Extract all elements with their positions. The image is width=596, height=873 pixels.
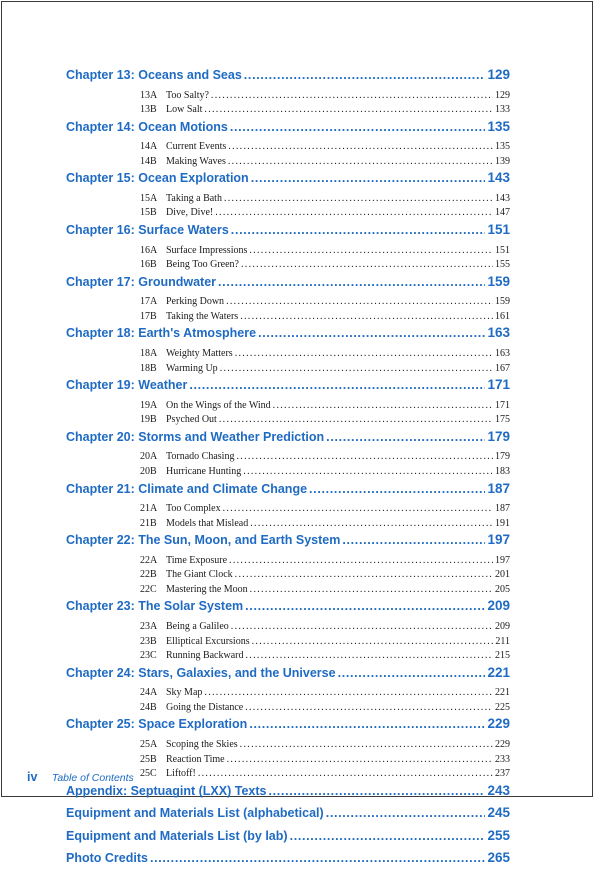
toc-chapter-title: Photo Credits [66,851,148,866]
dot-leader [258,326,485,340]
dot-leader [252,636,494,647]
dot-leader [241,259,493,270]
toc-section-title: Weighty Matters [166,347,233,359]
dot-leader [231,621,493,632]
toc-chapter-entry[interactable] [0,274,596,297]
dot-leader [245,702,493,713]
toc-chapter-page: 187 [487,480,510,496]
toc-chapter-page: 229 [487,716,510,732]
toc-section-code: 17A [140,296,158,308]
toc-chapter-page: 245 [487,805,510,821]
toc-section-entry[interactable] [0,518,596,533]
toc-section-page: 163 [495,347,510,359]
toc-section-code: 16A [140,244,158,256]
toc-section-title: Perking Down [166,296,225,308]
toc-section-page: 209 [495,620,510,632]
toc-section-code: 13A [140,89,158,101]
toc-section-code: 21A [140,503,158,514]
toc-section-page: 225 [495,701,510,713]
toc-section-code: 21B [140,517,157,529]
dot-leader [211,90,493,101]
toc-section-title: Making Waves [166,155,226,167]
toc-section-page: 179 [495,451,510,463]
toc-chapter-entry[interactable] [0,325,596,348]
toc-section-code: 18A [140,347,158,359]
toc-section-code: 15B [140,207,157,219]
dot-leader [243,466,493,477]
dot-leader [228,141,493,152]
dot-leader [229,555,493,566]
toc-section-entry[interactable] [0,156,596,171]
dot-leader [231,223,486,237]
toc-section-entry[interactable] [0,650,596,665]
dot-leader [240,311,493,322]
toc-section-entry[interactable] [0,754,596,769]
toc-chapter-entry[interactable] [0,665,596,688]
dot-leader [224,193,493,204]
toc-section-title: Tornado Chasing [166,451,235,463]
dot-leader [226,296,493,307]
toc-chapter-title: Chapter 18: Earth's Atmosphere [66,326,257,341]
toc-chapter-entry[interactable] [0,805,596,828]
dot-leader [342,533,485,547]
toc-chapter-entry[interactable] [0,119,596,142]
toc-section-page: 237 [495,768,510,780]
toc-chapter-entry[interactable] [0,67,596,90]
toc-section-page: 221 [495,687,510,699]
toc-chapter-page: 243 [487,782,510,798]
dot-leader [290,829,486,843]
toc-chapter-title: Equipment and Materials List (alphabetical) [66,806,324,821]
toc-section-title: Reaction Time [166,753,225,765]
toc-section-title: Being a Galileo [166,620,229,632]
toc-section-code: 20A [140,451,158,463]
toc-section-title: Too Complex [166,503,221,514]
toc-section-code: 18B [140,362,157,374]
toc-chapter-page: 143 [487,170,510,186]
toc-section-entry[interactable] [0,569,596,584]
toc-chapter-title: Appendix: Septuagint (LXX) Texts [66,783,267,798]
toc-section-title: Taking a Bath [166,192,222,204]
toc-section-entry[interactable] [0,348,596,363]
toc-section-code: 24B [140,701,157,713]
toc-section-page: 197 [495,554,510,566]
toc-section-page: 155 [495,259,510,271]
toc-section-page: 139 [495,155,510,167]
toc-chapter-title: Chapter 23: The Solar System [66,599,244,614]
dot-leader [223,503,493,514]
dot-leader [338,666,486,680]
toc-section-title: Surface Impressions [166,244,248,256]
toc-chapter-entry[interactable] [0,222,596,245]
toc-section-page: 183 [495,465,510,477]
toc-chapter-page: 265 [487,850,510,866]
toc-chapter-page: 209 [487,598,510,614]
toc-section-code: 14B [140,155,157,167]
toc-section-code: 22A [140,554,158,566]
dot-leader [273,400,493,411]
toc-chapter-title: Chapter 15: Ocean Exploration [66,171,249,186]
toc-section-title: Too Salty? [166,89,209,101]
toc-chapter-title: Chapter 25: Space Exploration [66,717,248,732]
dot-leader [220,363,493,374]
toc-section-code: 19A [140,399,158,411]
dot-leader [246,650,494,661]
toc-section-title: The Giant Clock [166,569,233,581]
toc-section-entry[interactable] [0,702,596,717]
toc-section-page: 229 [495,738,510,750]
toc-section-code: 25A [140,738,158,750]
toc-chapter-title: Equipment and Materials List (by lab) [66,828,288,843]
toc-section-code: 17B [140,310,157,322]
toc-section-code: 20B [140,465,157,477]
toc-section-code: 15A [140,192,158,204]
dot-leader [326,806,486,820]
dot-leader [228,156,493,167]
footer-title: Table of Contents [51,772,134,784]
dot-leader [215,207,493,218]
dot-leader [227,754,493,765]
table-of-contents [0,67,596,873]
toc-section-entry[interactable] [0,104,596,119]
toc-section-entry[interactable] [0,296,596,311]
dot-leader [189,378,485,392]
toc-section-entry[interactable] [0,687,596,702]
toc-chapter-title: Chapter 21: Climate and Climate Change [66,481,308,496]
toc-chapter-page: 159 [487,273,510,289]
toc-section-entry[interactable] [0,207,596,222]
toc-section-code: 22C [140,583,157,595]
toc-section-entry[interactable] [0,141,596,156]
dot-leader [204,104,493,115]
toc-section-code: 25C [140,768,157,780]
toc-section-title: Taking the Waters [166,310,239,322]
toc-chapter-page: 197 [487,532,510,548]
toc-section-page: 171 [495,399,510,411]
toc-chapter-page: 135 [487,118,510,134]
toc-section-page: 205 [495,583,510,595]
toc-section-title: Running Backward [166,650,244,662]
toc-section-page: 133 [495,104,510,116]
toc-chapter-entry[interactable] [0,828,596,851]
toc-chapter-page: 255 [487,827,510,843]
toc-section-code: 22B [140,569,157,581]
toc-section-entry[interactable] [0,503,596,518]
toc-section-code: 14A [140,141,158,153]
toc-section-entry[interactable] [0,311,596,326]
toc-chapter-entry[interactable] [0,783,596,806]
toc-chapter-title: Chapter 13: Oceans and Seas [66,68,242,82]
dot-leader [235,569,493,580]
toc-section-title: Time Exposure [166,554,228,566]
dot-leader [326,430,485,444]
dot-leader [240,739,493,750]
dot-leader [251,171,486,185]
toc-chapter-entry[interactable] [0,850,596,873]
toc-section-title: Sky Map [166,687,203,699]
dot-leader [245,599,485,613]
dot-leader [249,245,493,256]
toc-section-title: Current Events [166,141,227,153]
toc-section-title: Models that Mislead [166,517,249,529]
toc-section-entry[interactable] [0,245,596,260]
toc-chapter-entry[interactable] [0,377,596,400]
toc-section-title: Elliptical Excursions [166,635,250,647]
toc-section-entry[interactable] [0,414,596,429]
toc-section-page: 233 [495,753,510,765]
toc-chapter-title: Chapter 14: Ocean Motions [66,119,228,134]
toc-section-page: 201 [495,569,510,581]
toc-chapter-entry[interactable] [0,532,596,555]
toc-chapter-title: Chapter 19: Weather [66,378,188,393]
toc-section-page: 191 [495,517,510,529]
toc-section-entry[interactable] [0,466,596,481]
toc-chapter-page: 171 [487,377,510,393]
toc-section-entry[interactable] [0,621,596,636]
dot-leader [219,414,493,425]
toc-section-title: Being Too Green? [166,259,239,271]
toc-section-code: 16B [140,259,157,271]
toc-section-page: 215 [495,650,510,662]
toc-section-page: 151 [495,244,510,256]
toc-chapter-page: 163 [487,325,510,341]
toc-chapter-page: 221 [487,664,510,680]
toc-section-entry[interactable] [0,636,596,651]
toc-chapter-entry[interactable] [0,170,596,193]
toc-chapter-entry[interactable] [0,481,596,504]
toc-chapter-title: Chapter 16: Surface Waters [66,223,229,238]
dot-leader [236,451,493,462]
dot-leader [249,717,485,731]
toc-chapter-page: 179 [487,428,510,444]
dot-leader [309,482,485,496]
toc-section-entry[interactable] [0,400,596,415]
toc-section-entry[interactable] [0,739,596,754]
toc-section-page: 159 [495,296,510,308]
toc-chapter-page: 129 [487,67,510,82]
toc-section-page: 211 [495,635,510,647]
toc-chapter-entry[interactable] [0,429,596,452]
toc-section-entry[interactable] [0,451,596,466]
dot-leader [198,768,493,779]
toc-chapter-entry[interactable] [0,716,596,739]
toc-section-page: 161 [495,310,510,322]
toc-chapter-title: Chapter 17: Groundwater [66,274,217,289]
toc-section-title: Mastering the Moon [166,583,248,595]
toc-section-page: 175 [495,414,510,426]
dot-leader [250,584,493,595]
dot-leader [250,518,493,529]
dot-leader [268,784,485,798]
toc-section-title: Low Salt [166,104,203,116]
toc-section-entry[interactable] [0,584,596,599]
toc-section-title: Dive, Dive! [166,207,214,219]
toc-section-title: Going the Distance [166,701,244,713]
toc-section-code: 23A [140,620,158,632]
toc-section-entry[interactable] [0,90,596,105]
dot-leader [235,348,493,359]
toc-section-title: Warming Up [166,362,218,374]
toc-section-entry[interactable] [0,555,596,570]
toc-section-page: 143 [495,192,510,204]
toc-section-title: Psyched Out [166,414,217,426]
toc-section-code: 19B [140,414,157,426]
toc-chapter-title: Chapter 22: The Sun, Moon, and Earth System [66,533,341,548]
toc-section-page: 135 [495,141,510,153]
toc-section-code: 23B [140,635,157,647]
toc-chapter-page: 151 [487,222,510,238]
dot-leader [204,687,493,698]
toc-chapter-title: Chapter 20: Storms and Weather Prediction [66,429,325,444]
page-footer [27,768,134,786]
dot-leader [230,120,486,134]
toc-chapter-entry[interactable] [0,598,596,621]
toc-section-title: Hurricane Hunting [166,465,242,477]
toc-section-page: 187 [495,503,510,514]
toc-section-entry[interactable] [0,193,596,208]
footer-page-number: iv [27,770,38,784]
toc-section-page: 147 [495,207,510,219]
toc-section-title: On the Wings of the Wind [166,399,271,411]
toc-section-page: 167 [495,362,510,374]
toc-section-code: 23C [140,650,157,662]
toc-section-code: 25B [140,753,157,765]
dot-leader [218,275,485,289]
dot-leader [244,68,486,82]
toc-section-entry[interactable] [0,363,596,378]
toc-section-code: 13B [140,104,157,116]
dot-leader [150,851,486,865]
toc-section-page: 129 [495,89,510,101]
toc-section-entry[interactable] [0,259,596,274]
toc-section-title: Liftoff! [166,768,196,780]
toc-chapter-title: Chapter 24: Stars, Galaxies, and the Universe [66,665,336,680]
toc-section-title: Scoping the Skies [166,738,238,750]
toc-section-code: 24A [140,687,158,699]
